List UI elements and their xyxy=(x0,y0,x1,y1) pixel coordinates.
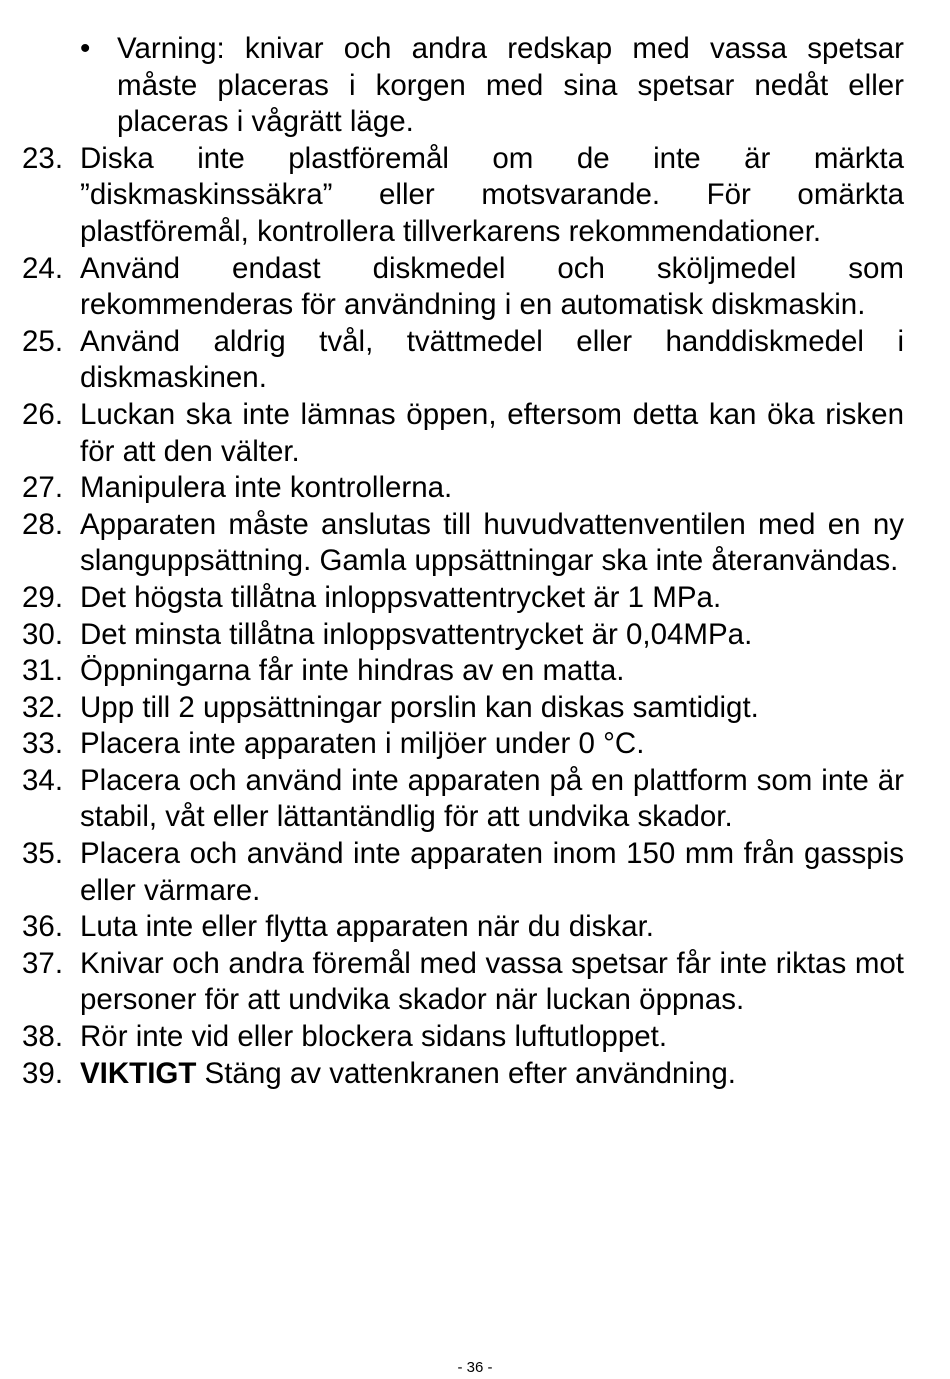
list-item xyxy=(22,141,904,251)
item-number: 31. xyxy=(22,654,64,688)
item-number: 38. xyxy=(22,1020,64,1054)
warning-bullet-text: Varning: knivar och andra redskap med vassa spetsar måste placeras i korgen med sina spetsar nedåt eller placeras i vågrätt läge. xyxy=(117,32,904,139)
item-number: 28. xyxy=(22,507,64,541)
list-item xyxy=(22,617,904,654)
list-item xyxy=(22,507,904,580)
item-number: 34. xyxy=(22,763,64,797)
list-item xyxy=(22,763,904,836)
item-number: 29. xyxy=(22,580,64,614)
list-item xyxy=(22,397,904,470)
page-number: - 36 - xyxy=(457,1359,493,1376)
item-text: Luckan ska inte lämnas öppen, eftersom detta kan öka risken för att den välter. xyxy=(80,397,904,468)
item-text: Luta inte eller flytta apparaten när du diskar. xyxy=(80,910,654,944)
item-number: 23. xyxy=(22,141,64,175)
list-item xyxy=(22,836,904,909)
item-number: 26. xyxy=(22,397,64,431)
item-number: 27. xyxy=(22,471,64,505)
item-text: Rör inte vid eller blockera sidans luftutloppet. xyxy=(80,1020,668,1054)
item-text: Använd aldrig tvål, tvättmedel eller handdiskmedel i diskmaskinen. xyxy=(80,324,904,395)
item-number: 33. xyxy=(22,727,64,761)
item-text: Placera och använd inte apparaten på en plattform som inte är stabil, våt eller lättantändlig för att undvika skador. xyxy=(80,763,904,834)
item-text: Apparaten måste anslutas till huvudvattenventilen med en ny slanguppsättning. Gamla uppsättningar ska inte återanvändas. xyxy=(80,507,904,578)
item-number: 36. xyxy=(22,910,64,944)
list-item-important xyxy=(22,1056,904,1093)
list-item xyxy=(22,470,904,507)
list-item xyxy=(22,251,904,324)
item-number: 32. xyxy=(22,690,64,724)
item-text: Använd endast diskmedel och sköljmedel som rekommenderas för användning i en automatisk diskmaskin. xyxy=(80,251,904,322)
item-text: Det högsta tillåtna inloppsvattentrycket är 1 MPa. xyxy=(80,580,722,614)
item-text: Diska inte plastföremål om de inte är märkta ”diskmaskinssäkra” eller motsvarande. För omärkta plastföremål, kontrollera tillverkarens rekommendationer. xyxy=(80,141,904,248)
item-number: 35. xyxy=(22,837,64,871)
bullet-icon: • xyxy=(80,32,91,65)
item-text: Stäng av vattenkranen efter användning. xyxy=(196,1056,736,1090)
list-item xyxy=(22,946,904,1019)
list-item xyxy=(22,726,904,763)
item-text: Knivar och andra föremål med vassa spetsar får inte riktas mot personer för att undvika skador när luckan öppnas. xyxy=(80,946,904,1017)
item-number: 39. xyxy=(22,1056,64,1090)
item-text: Öppningarna får inte hindras av en matta. xyxy=(80,654,625,688)
list-item xyxy=(22,909,904,946)
safety-instructions-list xyxy=(22,31,904,1092)
item-number: 24. xyxy=(22,251,64,285)
item-text: Placera och använd inte apparaten inom 150 mm från gasspis eller värmare. xyxy=(80,837,904,907)
important-label: VIKTIGT xyxy=(80,1056,197,1090)
item-text: Manipulera inte kontrollerna. xyxy=(80,471,453,505)
list-item xyxy=(22,690,904,727)
list-item xyxy=(22,580,904,617)
item-text: Placera inte apparaten i miljöer under 0 °C. xyxy=(80,727,645,761)
list-item xyxy=(22,653,904,690)
warning-bullet-item xyxy=(22,31,904,141)
list-item xyxy=(22,324,904,397)
item-number: 30. xyxy=(22,617,64,651)
list-item xyxy=(22,1019,904,1056)
item-number: 25. xyxy=(22,324,64,358)
item-number: 37. xyxy=(22,946,64,980)
item-text: Det minsta tillåtna inloppsvattentrycket är 0,04MPa. xyxy=(80,617,753,651)
item-text: Upp till 2 uppsättningar porslin kan diskas samtidigt. xyxy=(80,690,759,724)
